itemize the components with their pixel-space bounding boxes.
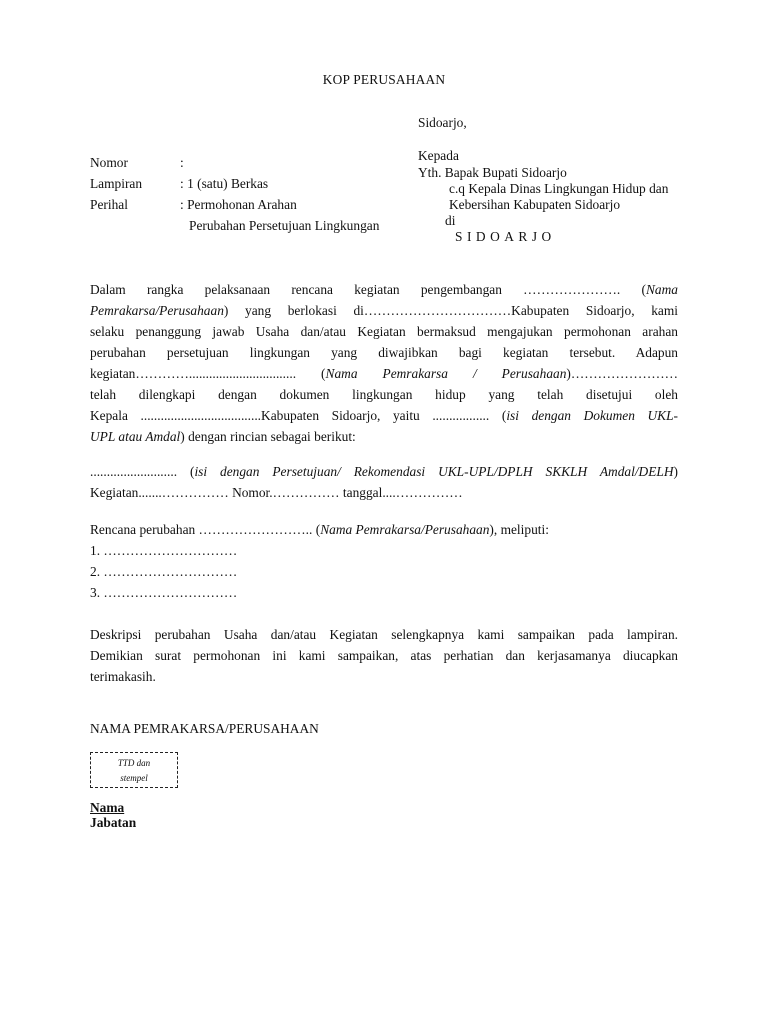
signatory-name: Nama [90,800,125,815]
para1-line8: UPL atau Amdal) dengan rincian sebagai berikut: [90,429,356,444]
para3-intro: Rencana perubahan …………………….. (Nama Pemrakarsa/Perusahaan), meliputi: [90,522,549,537]
recipient-kepada: Kepada [418,148,459,163]
list-item: 1. ………………………… [90,543,238,558]
meta-nomor-label: Nomor [90,155,128,170]
recipient-di: di [445,213,456,228]
para2-line2: Kegiatan.......…………… Nomor.…………… tanggal....…………… [90,485,463,500]
paragraph-changes [90,519,678,603]
list-item: 2. ………………………… [90,564,238,579]
para4-line1: Deskripsi perubahan Usaha dan/atau Kegiatan selengkapnya kami sampaikan pada lampiran. [90,627,678,642]
recipient-bupati: Yth. Bapak Bupati Sidoarjo [418,165,567,180]
para4-line2: Demikian surat permohonan ini kami sampaikan, atas perhatian dan kerjasamanya diucapkan [90,648,678,663]
paragraph-reference [90,461,678,503]
letterhead-placeholder: KOP PERUSAHAAN [322,72,446,87]
para1-line3: selaku penanggung jawab Usaha dan/atau Kegiatan bermaksud mengajukan permohonan arahan [90,324,678,339]
para1-line4: perubahan persetujuan lingkungan yang diwajibkan bagi kegiatan tersebut. Adapun [90,345,678,360]
meta-perihal-value: : Permohonan Arahan [180,197,297,212]
para1-line5: kegiatan…………................................ (Nama Pemrakarsa / Perusahaan)…………………… [90,366,678,381]
recipient-kebersihan: Kebersihan Kabupaten Sidoarjo [449,197,621,212]
para1-line7: Kepala ....................................Kabupaten Sidoarjo, yaitu ................. (isi dengan Dokumen UKL- [90,408,679,423]
paragraph-intro [90,279,678,447]
para4-line3: terimakasih. [90,669,156,684]
date-line: Sidoarjo, [418,115,467,130]
recipient-cq: c.q Kepala Dinas Lingkungan Hidup dan [449,181,669,196]
para1-line1: Dalam rangka pelaksanaan rencana kegiatan pengembangan …………………. (Nama [90,282,678,297]
stamp-label-line2: stempel [120,773,148,783]
meta-lampiran-value: : 1 (satu) Berkas [180,176,269,191]
para1-line6: telah dilengkapi dengan dokumen lingkungan hidup yang telah disetujui oleh [90,387,678,402]
meta-lampiran-label: Lampiran [90,176,143,191]
meta-nomor-value: : [180,155,184,170]
recipient-city: SIDOARJO [455,229,556,244]
stamp-label-line1: TTD dan [117,758,151,768]
paragraph-closing [90,624,678,687]
para1-line2: Pemrakarsa/Perusahaan) yang berlokasi di……………………………Kabupaten Sidoarjo, kami [90,303,678,318]
meta-perihal-label: Perihal [90,197,128,212]
signature-stamp-box [90,752,178,788]
list-item: 3. ………………………… [90,585,238,600]
company-name-placeholder: NAMA PEMRAKARSA/PERUSAHAAN [90,721,319,736]
para2-line1: .......................... (isi dengan Persetujuan/ Rekomendasi UKL-UPL/DPLH SKKLH Amdal/DELH) [90,464,678,479]
meta-perihal-value-line2: Perubahan Persetujuan Lingkungan [189,218,380,233]
signatory-position: Jabatan [90,815,137,830]
